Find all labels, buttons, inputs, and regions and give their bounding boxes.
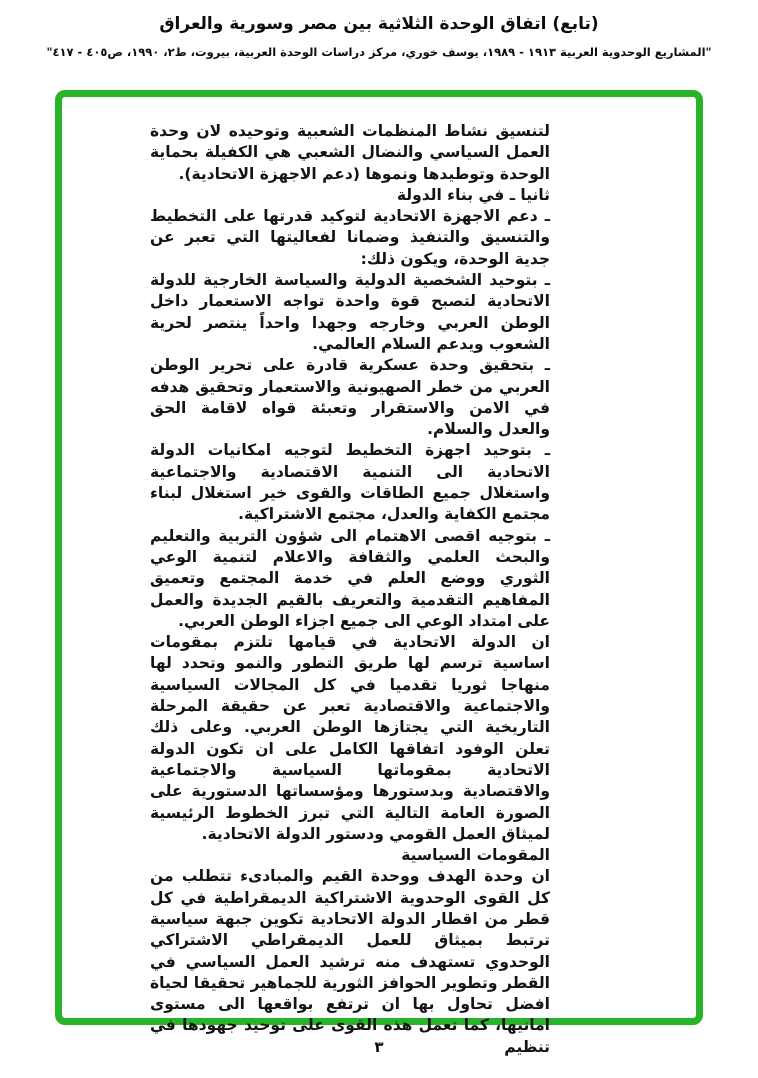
paragraph-planning-agencies: ـ بتوحيد اجهزة التخطيط لتوجيه امكانيات الدولة الاتحادية الى التنمية الاقتصادية والاجتماعية واستغلال جميع الطاقات والقوى خير استغلال لبناء مجتمع الكفاية والعدل، مجتمع الاشتراكية. xyxy=(150,441,550,524)
paragraph-international-personality: ـ بتوحيد الشخصية الدولية والسياسة الخارجية للدولة الاتحادية لتصبح قوة واحدة تواجه الاستعمار داخل الوطن العربي وخارجه وجهدا واحداً ينتصر لحرية الشعوب ويدعم السلام العالمي. xyxy=(150,271,550,353)
page-title: (تابع) اتفاق الوحدة الثلاثية بين مصر وسورية والعراق xyxy=(159,14,599,34)
page-number: ٣ xyxy=(374,1038,384,1056)
paragraph-continuation: لتنسيق نشاط المنظمات الشعبية وتوحيده لان وحدة العمل السياسي والنضال الشعبي هي الكفيلة بحماية الوحدة وتوطيدها ونموها (دعم الاجهزة الاتحادية). xyxy=(150,122,550,183)
paragraph-federal-agencies: ـ دعم الاجهزة الاتحادية لتوكيد قدرتها على التخطيط والتنسيق والتنفيذ وضمانا لفعاليتها التي تعبر عن جدية الوحدة، ويكون ذلك: xyxy=(150,207,550,268)
source-citation: "المشاريع الوحدوية العربية ١٩١٣ - ١٩٨٩، يوسف خوري، مركز دراسات الوحدة العربية، بيروت، ط٢، ١٩٩٠، ص٤٠٥ - ٤١٧" xyxy=(46,45,712,59)
section-heading-state-building: ثانيا ـ في بناء الدولة xyxy=(396,185,550,204)
paragraph-education-culture: ـ بتوجيه اقصى الاهتمام الى شؤون التربية والتعليم والبحث العلمي والثقافة والاعلام لتنمية الوعي الثوري ووضع العلم في خدمة المجتمع وتعميق المفاهيم التقدمية والتعريف بالقيم الجديدة والعمل على امتداد الوعي الى جميع اجزاء الوطن العربي. xyxy=(150,526,550,630)
document-body xyxy=(150,121,550,1058)
section-heading-political-foundations: المقومات السياسية xyxy=(401,846,550,865)
paragraph-federal-state-commitments: ان الدولة الاتحادية في قيامها تلتزم بمقومات اساسية ترسم لها طريق التطور والنمو وتحدد لها منهاجا ثوريا تقدميا في كل المجالات السياسية والاجتماعية والاقتصادية تعبر عن حقيقة المرحلة التاريخية التي يجتازها الوطن العربي. وعلى ذلك تعلن الوفود اتفاقها الكامل على ان تكون الدولة الاتحادية بمقوماتها السياسية والاجتماعية والاقتصادية وبدستورها ومؤسساتها الدستورية على الصورة العامة التالية التي تبرز الخطوط الرئيسية لميثاق العمل القومي ودستور الدولة الاتحادية. xyxy=(150,633,550,843)
paragraph-political-front: ان وحدة الهدف ووحدة القيم والمبادىء تتطلب من كل القوى الوحدوية الاشتراكية الديمقراطية في كل قطر من اقطار الدولة الاتحادية تكوين جبهة سياسية ترتبط بميثاق للعمل الديمقراطي الاشتراكي الوحدوي تستهدف منه ترشيد العمل السياسي في القطر وتطوير الحوافز الثورية للجماهير تحقيقا لحياة افضل تحاول بها ان ترتفع بواقعها الى مستوى امانيها، كما تعمل هذه القوى على توحيد جهودها في تنظيم xyxy=(150,867,550,1056)
paragraph-military-unity: ـ بتحقيق وحدة عسكرية قادرة على تحرير الوطن العربي من خطر الصهيونية والاستعمار وتحقيق هدفه في الامن والاستقرار وتعبئة قواه لاقامة الحق والعدل والسلام. xyxy=(150,356,550,439)
